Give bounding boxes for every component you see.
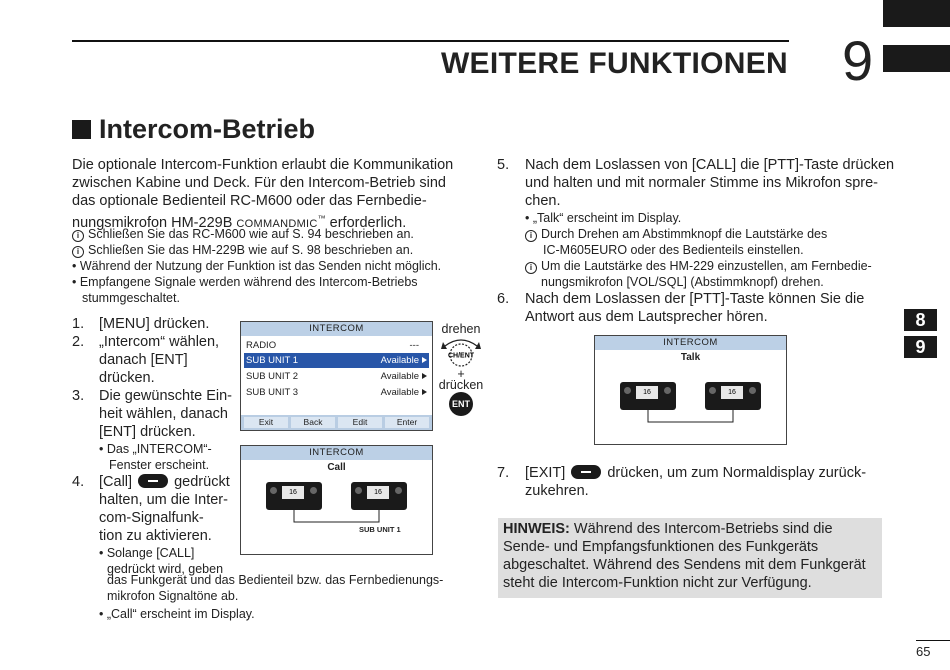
intro-notes: i Schließen Sie das RC-M600 wie auf S. 94 beschrieben an. i Schließen Sie das HM-229B wie auf S. 98 beschrieben an. • Während der Nutzung der Funktion ist das Senden nicht möglich. • Empfangene Signale werden während des Intercom-Betriebs stummgeschaltet. <box>72 226 492 306</box>
chapter-tab-top <box>883 0 950 27</box>
talk-status: Talk <box>680 352 701 363</box>
intercom-talk-screen <box>594 335 787 445</box>
footer-rule <box>916 640 950 641</box>
arrow-right-icon <box>422 373 427 379</box>
info-icon: i <box>525 262 537 274</box>
knob-turn-label: drehen <box>441 322 481 336</box>
section-title: Intercom-Betrieb <box>72 114 315 145</box>
note-rcm600: i Schließen Sie das RC-M600 wie auf S. 94 beschrieben an. <box>72 226 492 242</box>
header-rule <box>72 40 789 42</box>
softkey-enter[interactable]: Enter <box>385 417 429 428</box>
ch-ent-knob-icon <box>441 336 481 370</box>
step-7: 7. [EXIT] drücken, um zum Normaldisplay zurück- zukehren. <box>497 465 867 499</box>
knob-press-label: drücken <box>438 378 484 392</box>
side-tab-9[interactable]: 9 <box>904 336 937 358</box>
intro-text: Die optionale Intercom-Funktion erlaubt die Kommunikation zwischen Kabine und Deck. Für den Intercom-Betrieb sind das optionale Bedienteil RC-M600 oder das Fernbedie- nungsmikrofon HM-229B COMMANDMIC™ erforderlich. <box>72 157 454 231</box>
steps-left: 1. [MENU] drücken. 2. „Intercom“ wählen, danach [ENT] drücken. 3. Die gewünschte Ein- heit wählen, danach [ENT] drücken. • Das „INTERCOM“- Fenster erscheint. 4. [Call] gedrückt halten, um die Inter- com-Signalfunk- tion zu aktivieren. • Solange [CALL] gedrückt wird, geben <box>72 316 232 576</box>
softkey-edit[interactable]: Edit <box>338 417 382 428</box>
menu-row-sub-unit-2[interactable]: SUB UNIT 2 Available <box>244 369 429 384</box>
page-number: 65 <box>916 644 931 659</box>
softkey-exit[interactable]: Exit <box>244 417 288 428</box>
note-hm229b: i Schließen Sie das HM-229B wie auf S. 98 beschrieben an. <box>72 242 492 258</box>
softkey-bar <box>241 415 432 430</box>
side-tab-8[interactable]: 8 <box>904 309 937 331</box>
note-label: HINWEIS: <box>503 521 570 537</box>
arrow-right-icon <box>422 357 427 363</box>
softkey-back[interactable]: Back <box>291 417 335 428</box>
steps-right: 5. Nach dem Loslassen von [CALL] die [PTT]-Taste drücken und halten und mit normaler Stimme ins Mikrofon spre- chen. • „Talk“ erscheint im Display. i Durch Drehen am Abstimmknopf die Lautstärke des IC-M605EURO oder des Bedienteils einstellen. i Um die Lautstärke des HM-229 einzustellen, am Fernbedie- nungsmikrofon [VOL/SQL] (Abstimmknopf) drehen. 6. Nach dem Loslassen der [PTT]-Taste können Sie die Antwort aus dem Lautsprecher hören. <box>497 157 895 325</box>
section-square-icon <box>72 120 91 139</box>
svg-text:CH/ENT: CH/ENT <box>447 352 475 360</box>
radio-unit-icon: 16 <box>266 482 322 510</box>
chapter-tab-bottom <box>883 45 950 72</box>
menu-row-sub-unit-1[interactable]: SUB UNIT 1 Available <box>244 353 429 368</box>
info-icon: i <box>525 230 537 242</box>
connection-line <box>595 336 786 444</box>
intercom-menu-screen <box>240 321 433 431</box>
chapter-number: 9 <box>842 29 874 92</box>
plus-sign: + <box>457 367 465 381</box>
call-key-icon <box>138 474 168 488</box>
exit-key-icon <box>571 465 601 479</box>
screen-title: INTERCOM <box>595 336 786 350</box>
ent-key-icon: ENT <box>449 392 473 416</box>
call-status: Call <box>327 462 346 473</box>
screen-title: INTERCOM <box>241 446 432 460</box>
info-icon: i <box>72 246 84 258</box>
menu-row-radio[interactable]: RADIO --- <box>246 340 419 351</box>
sub-unit-icon: 16 <box>705 382 761 410</box>
sub-unit-icon: 16 <box>351 482 407 510</box>
intercom-call-screen <box>240 445 433 555</box>
menu-row-sub-unit-3[interactable]: SUB UNIT 3 Available <box>244 385 429 400</box>
note-box: HINWEIS: Während des Intercom-Betriebs sind die Sende- und Empfangsfunktionen des Funkgeräts abgeschaltet. Während des Sendens mit dem Funkgerät steht die Intercom-Funktion nicht zur Verfügung. <box>498 518 882 598</box>
connection-line <box>241 446 432 554</box>
radio-unit-icon: 16 <box>620 382 676 410</box>
sub-unit-label: SUB UNIT 1 <box>359 525 401 534</box>
info-icon: i <box>72 230 84 242</box>
arrow-right-icon <box>422 389 427 395</box>
screen-title: INTERCOM <box>241 322 432 336</box>
step4-notes: das Funkgerät und das Bedienteil bzw. das Fernbedienungs- mikrofon Signaltöne ab. • „Call“ erscheint im Display. <box>99 573 444 621</box>
chapter-title: WEITERE FUNKTIONEN <box>440 47 788 80</box>
